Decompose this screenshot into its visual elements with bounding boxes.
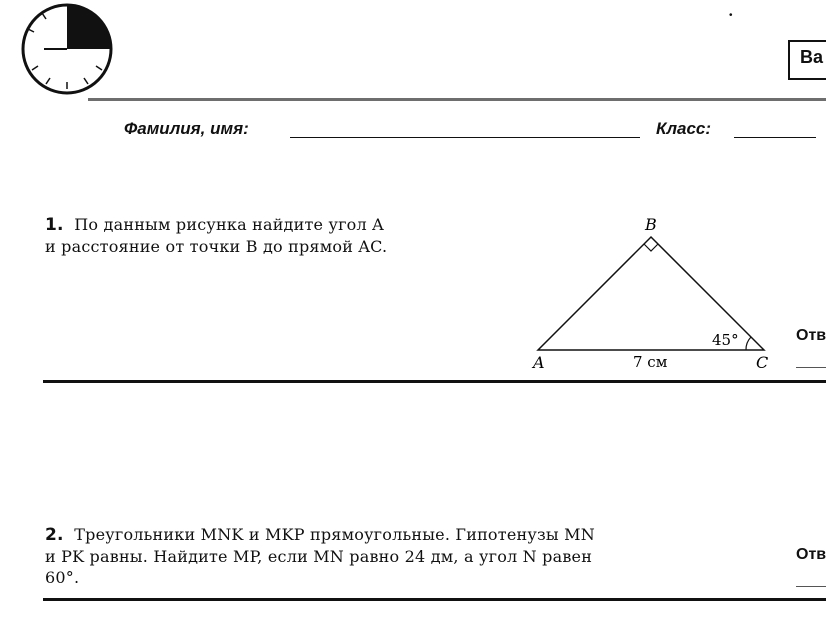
task-2-answer-label: Отв <box>796 546 826 563</box>
task-1-text <box>45 214 387 257</box>
clock-icon <box>20 2 114 96</box>
class-label: Класс: <box>656 119 712 138</box>
task-2-line-2: и PK равны. Найдите MP, если MN равно 24 дм, а угол N равен <box>45 547 593 566</box>
surname-field[interactable] <box>290 137 640 138</box>
vertex-c-label: C <box>756 353 769 372</box>
task-2-line-1: Треугольники MNK и MKP прямоугольные. Гипотенузы MN <box>74 525 595 544</box>
task-2-text <box>45 524 595 588</box>
header-divider <box>88 98 826 101</box>
task-1-divider <box>43 380 826 383</box>
right-angle-mark <box>644 244 658 251</box>
angle-c-label: 45° <box>712 331 739 349</box>
vertex-a-label: A <box>533 353 545 372</box>
variant-label: Ва <box>800 47 824 67</box>
task-1-number: 1. <box>45 215 64 235</box>
base-length-label: 7 см <box>633 353 668 371</box>
task-2-line-3: 60°. <box>45 568 80 587</box>
surname-label: Фамилия, имя: <box>124 119 249 138</box>
dot-mark: • <box>729 10 733 21</box>
task-1-line-1: По данным рисунка найдите угол A <box>74 215 384 234</box>
angle-c-arc <box>746 337 751 350</box>
task-2-number: 2. <box>45 525 64 545</box>
task-2-answer-field[interactable] <box>796 586 826 587</box>
class-field[interactable] <box>734 137 816 138</box>
task-1-answer-field[interactable] <box>796 367 826 368</box>
vertex-b-label: B <box>645 215 657 234</box>
triangle-figure <box>520 210 780 380</box>
task-2-divider <box>43 598 826 601</box>
task-1-line-2: и расстояние от точки B до прямой AC. <box>45 237 388 256</box>
task-1-answer-label: Отв <box>796 327 826 344</box>
